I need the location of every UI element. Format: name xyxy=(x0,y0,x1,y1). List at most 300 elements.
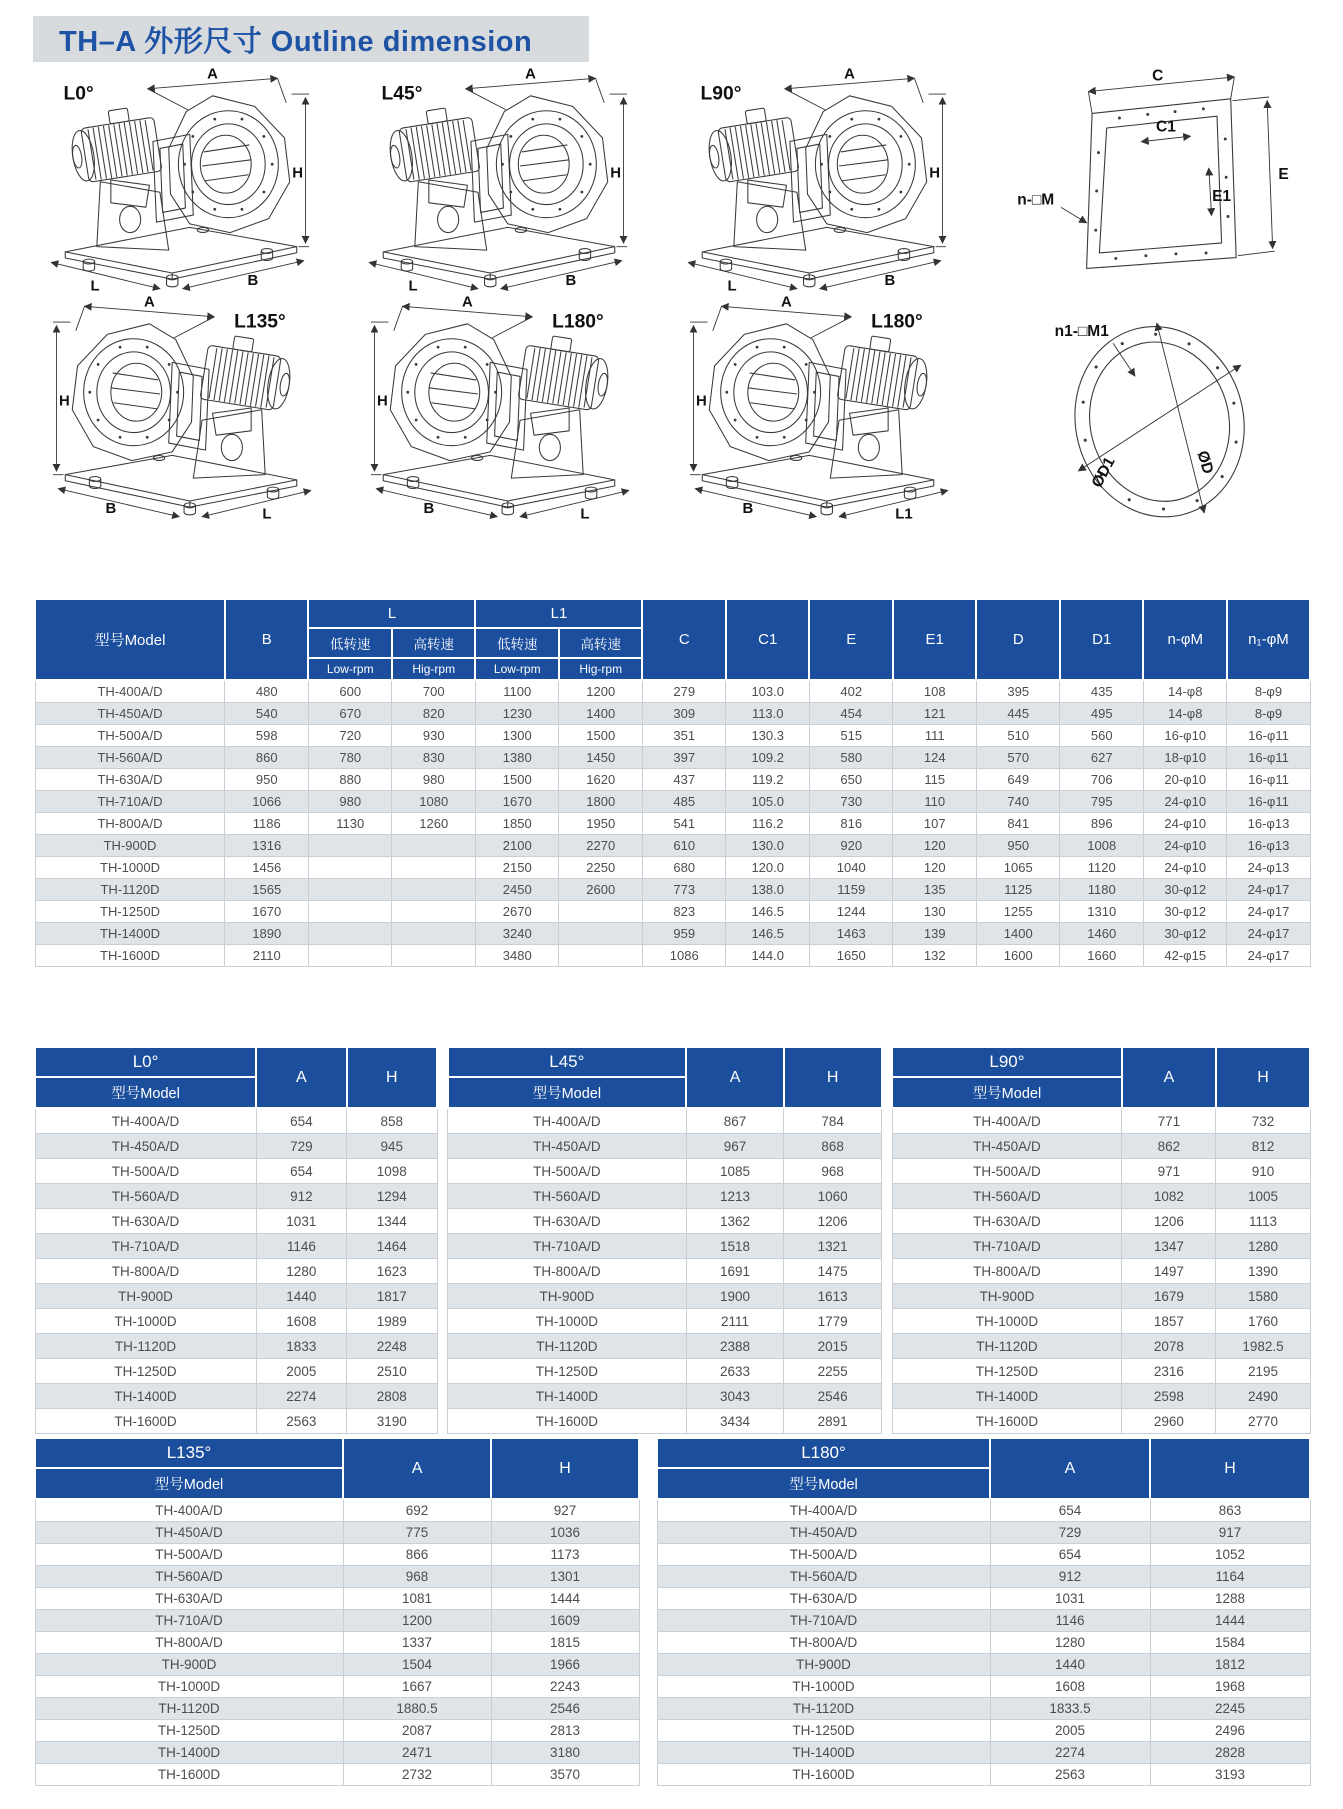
value-cell: 16-φ11 xyxy=(1227,725,1310,747)
model-cell: TH-560A/D xyxy=(892,1184,1122,1209)
model-cell: TH-1000D xyxy=(35,1676,343,1698)
value-cell: 1623 xyxy=(347,1259,437,1284)
value-cell: 570 xyxy=(976,747,1060,769)
value-cell: 124 xyxy=(893,747,977,769)
table-row xyxy=(35,680,1310,703)
value-cell: 1660 xyxy=(1060,945,1144,967)
model-cell: TH-1120D xyxy=(35,1698,343,1720)
angle-table-l90 xyxy=(891,1046,1311,1434)
value-cell: 910 xyxy=(1216,1159,1310,1184)
value-cell xyxy=(392,835,476,857)
model-cell: TH-1000D xyxy=(35,857,225,879)
fan-diagram-l135 xyxy=(35,294,327,522)
fan-diagram-l90 xyxy=(672,66,964,294)
value-cell: 20-φ10 xyxy=(1143,769,1227,791)
value-cell: 1464 xyxy=(347,1234,437,1259)
value-cell: 14-φ8 xyxy=(1143,703,1227,725)
table-row xyxy=(35,1764,639,1786)
value-cell: 139 xyxy=(893,923,977,945)
value-cell: 515 xyxy=(809,725,893,747)
angle-table-l45 xyxy=(447,1046,883,1434)
value-cell: 729 xyxy=(990,1522,1150,1544)
model-cell: TH-560A/D xyxy=(35,747,225,769)
value-cell: 1213 xyxy=(686,1184,784,1209)
dim-b-label: B xyxy=(247,273,259,290)
value-cell: 1584 xyxy=(1150,1632,1310,1654)
dim-l-label: L xyxy=(580,506,590,522)
value-cell: 144.0 xyxy=(726,945,810,967)
table-row xyxy=(657,1522,1310,1544)
model-cell: TH-1000D xyxy=(35,1309,256,1334)
angle-header: L135° xyxy=(35,1438,343,1468)
value-cell: 1316 xyxy=(225,835,309,857)
table-row xyxy=(657,1632,1310,1654)
table-row xyxy=(892,1234,1310,1259)
table-row xyxy=(448,1334,882,1359)
value-cell: 1518 xyxy=(686,1234,784,1259)
fan-diagram-l45 xyxy=(353,66,645,294)
value-cell: 2015 xyxy=(784,1334,882,1359)
dim-l-label: L xyxy=(90,278,100,294)
model-cell: TH-500A/D xyxy=(35,1159,256,1184)
value-cell: 120 xyxy=(893,857,977,879)
table-row xyxy=(35,1610,639,1632)
model-cell: TH-900D xyxy=(35,1284,256,1309)
value-cell: 103.0 xyxy=(726,680,810,703)
value-cell: 1186 xyxy=(225,813,309,835)
value-cell: 2546 xyxy=(784,1384,882,1409)
value-cell: 1679 xyxy=(1122,1284,1216,1309)
value-cell: 109.2 xyxy=(726,747,810,769)
main-dimension-table xyxy=(34,598,1311,967)
model-cell: TH-400A/D xyxy=(657,1499,990,1522)
model-cell: TH-1400D xyxy=(35,1384,256,1409)
value-cell: 2195 xyxy=(1216,1359,1310,1384)
table-row xyxy=(892,1409,1310,1434)
value-cell: 1113 xyxy=(1216,1209,1310,1234)
model-cell: TH-900D xyxy=(35,835,225,857)
col-header-e1: E1 xyxy=(893,599,977,680)
value-cell: 3480 xyxy=(475,945,559,967)
table-row xyxy=(448,1309,882,1334)
value-cell: 1460 xyxy=(1060,923,1144,945)
model-cell: TH-1250D xyxy=(35,1359,256,1384)
value-cell: 2670 xyxy=(475,901,559,923)
col-header-l1: L1 xyxy=(475,599,642,628)
value-cell: 1337 xyxy=(343,1632,491,1654)
col-header-h: H xyxy=(1150,1438,1310,1499)
dim-c1-label: C1 xyxy=(1156,118,1176,136)
table-row xyxy=(892,1134,1310,1159)
model-cell: TH-400A/D xyxy=(35,1108,256,1134)
model-header: 型号Model xyxy=(35,1468,343,1499)
value-cell: 1065 xyxy=(976,857,1060,879)
value-cell: 2274 xyxy=(990,1742,1150,1764)
value-cell: 1608 xyxy=(990,1676,1150,1698)
dim-e-label: E xyxy=(1278,166,1289,184)
value-cell: 1362 xyxy=(686,1209,784,1234)
table-row xyxy=(657,1588,1310,1610)
col-header-h: H xyxy=(1216,1047,1310,1108)
value-cell: 1440 xyxy=(990,1654,1150,1676)
value-cell: 1206 xyxy=(784,1209,882,1234)
table-row xyxy=(448,1108,882,1134)
value-cell: 1968 xyxy=(1150,1676,1310,1698)
value-cell: 2450 xyxy=(475,879,559,901)
model-cell: TH-800A/D xyxy=(35,1259,256,1284)
value-cell xyxy=(559,945,643,967)
value-cell: 132 xyxy=(893,945,977,967)
value-cell: 395 xyxy=(976,680,1060,703)
model-cell: TH-1120D xyxy=(448,1334,687,1359)
angle-table-body xyxy=(657,1499,1310,1786)
model-cell: TH-400A/D xyxy=(892,1108,1122,1134)
diagram-row-top xyxy=(35,66,1320,294)
value-cell: 130.0 xyxy=(726,835,810,857)
value-cell: 917 xyxy=(1150,1522,1310,1544)
value-cell: 812 xyxy=(1216,1134,1310,1159)
value-cell: 980 xyxy=(308,791,392,813)
value-cell: 119.2 xyxy=(726,769,810,791)
value-cell: 1066 xyxy=(225,791,309,813)
value-cell: 120 xyxy=(893,835,977,857)
value-cell: 971 xyxy=(1122,1159,1216,1184)
outline-diagrams xyxy=(35,66,1320,526)
dim-a-label: A xyxy=(843,66,855,83)
table-row xyxy=(35,703,1310,725)
value-cell: 16-φ13 xyxy=(1227,835,1310,857)
value-cell: 858 xyxy=(347,1108,437,1134)
value-cell: 130.3 xyxy=(726,725,810,747)
value-cell: 8-φ9 xyxy=(1227,703,1310,725)
value-cell: 654 xyxy=(256,1159,346,1184)
value-cell: 435 xyxy=(1060,680,1144,703)
value-cell: 1779 xyxy=(784,1309,882,1334)
value-cell: 2250 xyxy=(559,857,643,879)
col-header-low-zh: 低转速 xyxy=(308,628,392,658)
bolt-pattern-label: n1-□M1 xyxy=(1054,322,1109,340)
model-header: 型号Model xyxy=(35,1077,256,1108)
value-cell: 1463 xyxy=(809,923,893,945)
value-cell: 740 xyxy=(976,791,1060,813)
value-cell: 2078 xyxy=(1122,1334,1216,1359)
value-cell: 1380 xyxy=(475,747,559,769)
table-row xyxy=(657,1676,1310,1698)
table-row xyxy=(657,1610,1310,1632)
model-cell: TH-450A/D xyxy=(35,703,225,725)
value-cell: 823 xyxy=(642,901,726,923)
table-row xyxy=(35,1566,639,1588)
col-header-b: B xyxy=(225,599,309,680)
table-row xyxy=(448,1159,882,1184)
dim-h-label: H xyxy=(377,393,389,410)
table-row xyxy=(657,1720,1310,1742)
model-cell: TH-450A/D xyxy=(35,1134,256,1159)
value-cell: 2891 xyxy=(784,1409,882,1434)
model-cell: TH-450A/D xyxy=(448,1134,687,1159)
main-table-header xyxy=(35,599,1310,680)
value-cell: 1173 xyxy=(491,1544,639,1566)
model-cell: TH-1400D xyxy=(35,1742,343,1764)
dim-h-label: H xyxy=(292,165,304,182)
dim-a-label: A xyxy=(207,66,218,83)
value-cell: 867 xyxy=(686,1108,784,1134)
value-cell: 1082 xyxy=(1122,1184,1216,1209)
value-cell: 1036 xyxy=(491,1522,639,1544)
model-cell: TH-710A/D xyxy=(448,1234,687,1259)
angle-table-l180 xyxy=(656,1437,1311,1786)
value-cell: 1344 xyxy=(347,1209,437,1234)
dim-a-label: A xyxy=(525,66,537,83)
dim-a-label: A xyxy=(462,294,474,311)
table-row xyxy=(35,1284,437,1309)
round-flange-diagram xyxy=(990,294,1320,522)
model-cell: TH-500A/D xyxy=(448,1159,687,1184)
value-cell: 1670 xyxy=(475,791,559,813)
model-cell: TH-560A/D xyxy=(35,1566,343,1588)
value-cell: 146.5 xyxy=(726,901,810,923)
value-cell: 3434 xyxy=(686,1409,784,1434)
dim-a-label: A xyxy=(144,294,155,311)
table-row xyxy=(35,1742,639,1764)
value-cell: 24-φ17 xyxy=(1227,923,1310,945)
model-cell: TH-400A/D xyxy=(35,680,225,703)
model-cell: TH-1250D xyxy=(35,901,225,923)
table-row xyxy=(657,1544,1310,1566)
value-cell: 445 xyxy=(976,703,1060,725)
value-cell: 1080 xyxy=(392,791,476,813)
value-cell: 108 xyxy=(893,680,977,703)
model-cell: TH-800A/D xyxy=(35,813,225,835)
value-cell: 16-φ11 xyxy=(1227,791,1310,813)
angle-header: L180° xyxy=(657,1438,990,1468)
value-cell: 2510 xyxy=(347,1359,437,1384)
table-row xyxy=(35,945,1310,967)
model-cell: TH-1120D xyxy=(892,1334,1122,1359)
value-cell: 1085 xyxy=(686,1159,784,1184)
col-header-c: C xyxy=(642,599,726,680)
angle-label: L90° xyxy=(700,83,742,105)
table-row xyxy=(35,1359,437,1384)
value-cell: 820 xyxy=(392,703,476,725)
value-cell: 1164 xyxy=(1150,1566,1310,1588)
col-header-high-zh: 高转速 xyxy=(392,628,476,658)
value-cell: 2274 xyxy=(256,1384,346,1409)
value-cell: 720 xyxy=(308,725,392,747)
angle-header: L90° xyxy=(892,1047,1122,1077)
dim-b-label: B xyxy=(884,273,895,290)
value-cell: 16-φ10 xyxy=(1143,725,1227,747)
model-header: 型号Model xyxy=(657,1468,990,1499)
value-cell: 397 xyxy=(642,747,726,769)
value-cell xyxy=(559,901,643,923)
table-row xyxy=(35,791,1310,813)
table-row xyxy=(892,1334,1310,1359)
dim-h-label: H xyxy=(928,165,940,182)
col-header-h: H xyxy=(784,1047,882,1108)
value-cell: 1812 xyxy=(1150,1654,1310,1676)
model-cell: TH-630A/D xyxy=(35,1209,256,1234)
model-cell: TH-1000D xyxy=(448,1309,687,1334)
value-cell: 816 xyxy=(809,813,893,835)
value-cell: 2598 xyxy=(1122,1384,1216,1409)
table-row xyxy=(35,813,1310,835)
value-cell: 2496 xyxy=(1150,1720,1310,1742)
value-cell: 1650 xyxy=(809,945,893,967)
model-cell: TH-500A/D xyxy=(35,725,225,747)
value-cell: 495 xyxy=(1060,703,1144,725)
dim-b-label: B xyxy=(105,501,117,518)
model-cell: TH-500A/D xyxy=(892,1159,1122,1184)
angle-table-body xyxy=(35,1499,639,1786)
model-cell: TH-710A/D xyxy=(892,1234,1122,1259)
value-cell: 30-φ12 xyxy=(1143,879,1227,901)
dim-d-label: ØD xyxy=(1193,448,1217,476)
value-cell: 1100 xyxy=(475,680,559,703)
table-row xyxy=(35,1522,639,1544)
model-cell: TH-400A/D xyxy=(448,1108,687,1134)
value-cell: 454 xyxy=(809,703,893,725)
value-cell: 1301 xyxy=(491,1566,639,1588)
col-header-a: A xyxy=(256,1047,346,1108)
model-cell: TH-1000D xyxy=(892,1309,1122,1334)
model-cell: TH-630A/D xyxy=(892,1209,1122,1234)
value-cell: 1008 xyxy=(1060,835,1144,857)
model-cell: TH-630A/D xyxy=(657,1588,990,1610)
value-cell: 107 xyxy=(893,813,977,835)
col-header-low-en: Low-rpm xyxy=(475,658,559,680)
table-row xyxy=(35,1499,639,1522)
col-header-low-zh: 低转速 xyxy=(475,628,559,658)
value-cell: 105.0 xyxy=(726,791,810,813)
model-cell: TH-1250D xyxy=(657,1720,990,1742)
value-cell: 775 xyxy=(343,1522,491,1544)
value-cell: 3240 xyxy=(475,923,559,945)
value-cell: 540 xyxy=(225,703,309,725)
value-cell: 120.0 xyxy=(726,857,810,879)
angle-header: L45° xyxy=(448,1047,687,1077)
table-row xyxy=(35,1259,437,1284)
table-row xyxy=(657,1698,1310,1720)
value-cell: 2100 xyxy=(475,835,559,857)
value-cell: 1200 xyxy=(559,680,643,703)
model-cell: TH-900D xyxy=(448,1284,687,1309)
value-cell: 24-φ10 xyxy=(1143,813,1227,835)
model-header: 型号Model xyxy=(448,1077,687,1108)
value-cell: 1833.5 xyxy=(990,1698,1150,1720)
model-cell: TH-560A/D xyxy=(657,1566,990,1588)
value-cell: 3190 xyxy=(347,1409,437,1434)
value-cell: 2388 xyxy=(686,1334,784,1359)
value-cell: 1347 xyxy=(1122,1234,1216,1259)
value-cell: 485 xyxy=(642,791,726,813)
table-row xyxy=(35,725,1310,747)
table-row xyxy=(892,1159,1310,1184)
value-cell: 2563 xyxy=(256,1409,346,1434)
table-row xyxy=(35,1384,437,1409)
value-cell: 1667 xyxy=(343,1676,491,1698)
value-cell: 1691 xyxy=(686,1259,784,1284)
col-header-a: A xyxy=(1122,1047,1216,1108)
model-cell: TH-710A/D xyxy=(35,1610,343,1632)
table-row xyxy=(35,1654,639,1676)
value-cell: 1857 xyxy=(1122,1309,1216,1334)
value-cell: 866 xyxy=(343,1544,491,1566)
value-cell: 1146 xyxy=(256,1234,346,1259)
model-cell: TH-450A/D xyxy=(35,1522,343,1544)
dim-c-label: C xyxy=(1152,67,1164,85)
value-cell: 610 xyxy=(642,835,726,857)
value-cell: 130 xyxy=(893,901,977,923)
model-header: 型号Model xyxy=(892,1077,1122,1108)
table-row xyxy=(35,1676,639,1698)
value-cell: 980 xyxy=(392,769,476,791)
col-header-h: H xyxy=(491,1438,639,1499)
col-header-a: A xyxy=(686,1047,784,1108)
table-row xyxy=(892,1184,1310,1209)
value-cell: 795 xyxy=(1060,791,1144,813)
value-cell: 654 xyxy=(990,1544,1150,1566)
value-cell: 113.0 xyxy=(726,703,810,725)
value-cell: 1031 xyxy=(256,1209,346,1234)
value-cell: 560 xyxy=(1060,725,1144,747)
value-cell: 950 xyxy=(225,769,309,791)
col-header-c1: C1 xyxy=(726,599,810,680)
angle-label: L0° xyxy=(63,83,94,105)
value-cell: 1060 xyxy=(784,1184,882,1209)
value-cell: 2005 xyxy=(990,1720,1150,1742)
value-cell: 541 xyxy=(642,813,726,835)
model-cell: TH-1250D xyxy=(448,1359,687,1384)
value-cell: 1613 xyxy=(784,1284,882,1309)
table-row xyxy=(35,1184,437,1209)
col-header-a: A xyxy=(990,1438,1150,1499)
value-cell: 773 xyxy=(642,879,726,901)
table-row xyxy=(35,1588,639,1610)
value-cell: 18-φ10 xyxy=(1143,747,1227,769)
value-cell: 2633 xyxy=(686,1359,784,1384)
dim-h-label: H xyxy=(695,393,707,410)
value-cell xyxy=(308,923,392,945)
col-header-d1: D1 xyxy=(1060,599,1144,680)
value-cell: 600 xyxy=(308,680,392,703)
dim-a-label: A xyxy=(780,294,792,311)
value-cell: 24-φ10 xyxy=(1143,791,1227,813)
value-cell: 1052 xyxy=(1150,1544,1310,1566)
model-cell: TH-1120D xyxy=(657,1698,990,1720)
value-cell xyxy=(308,835,392,857)
fan-diagram-l180-direct xyxy=(672,294,964,522)
value-cell: 945 xyxy=(347,1134,437,1159)
value-cell: 1040 xyxy=(809,857,893,879)
value-cell: 863 xyxy=(1150,1499,1310,1522)
model-cell: TH-800A/D xyxy=(892,1259,1122,1284)
model-cell: TH-800A/D xyxy=(448,1259,687,1284)
model-cell: TH-560A/D xyxy=(448,1184,687,1209)
value-cell: 1850 xyxy=(475,813,559,835)
value-cell: 968 xyxy=(784,1159,882,1184)
table-row xyxy=(892,1384,1310,1409)
value-cell: 2248 xyxy=(347,1334,437,1359)
model-cell: TH-630A/D xyxy=(448,1209,687,1234)
dim-b-label: B xyxy=(423,501,435,518)
value-cell: 1608 xyxy=(256,1309,346,1334)
value-cell: 1120 xyxy=(1060,857,1144,879)
value-cell: 2828 xyxy=(1150,1742,1310,1764)
value-cell: 24-φ10 xyxy=(1143,857,1227,879)
value-cell: 351 xyxy=(642,725,726,747)
model-cell: TH-710A/D xyxy=(657,1610,990,1632)
